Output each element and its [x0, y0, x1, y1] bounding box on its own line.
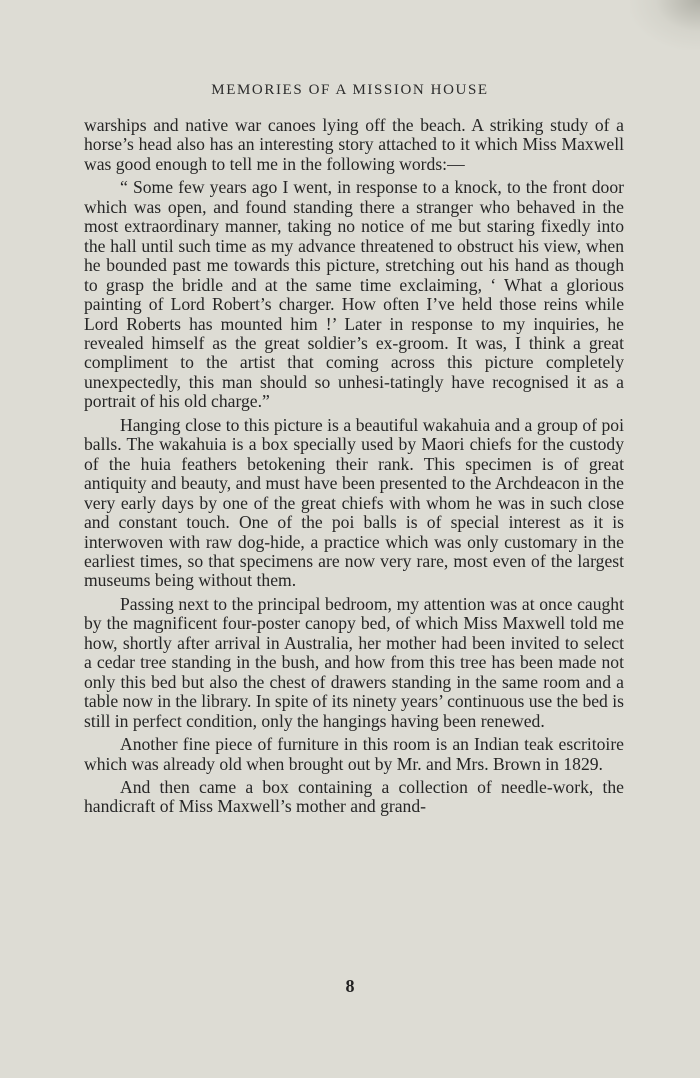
- paragraph: Hanging close to this picture is a beautiful wakahuia and a group of poi balls. The wakahuia is a box specially used by Maori chiefs for the custody of the huia feathers betokening their rank. This specimen is of great antiquity and beauty, and must have been presented to the Archdeacon in the very early days by one of the great chiefs with whom he was in such close and constant touch. One of the poi balls is of special interest as it is interwoven with raw dog-hide, a practice which was only customary in the earliest times, so that specimens are now very rare, most even of the largest museums being without them.: [84, 414, 624, 591]
- page-corner-shadow: [630, 0, 700, 50]
- running-head: MEMORIES OF A MISSION HOUSE: [211, 82, 489, 98]
- body-text: [84, 116, 624, 821]
- paragraph: Passing next to the principal bedroom, my attention was at once caught by the magnificent four-poster canopy bed, of which Miss Maxwell told me how, shortly after arrival in Australia, her mother had been invited to select a cedar tree standing in the bush, and how from this tree has been made not only this bed but also the chest of drawers standing in the same room and a table now in the library. In spite of its ninety years’ continuous use the bed is still in perfect condition, only the hangings having been renewed.: [84, 593, 624, 731]
- page-number: 8: [345, 976, 355, 996]
- paragraph: warships and native war canoes lying off the beach. A striking study of a horse’s head also has an interesting story attached to it which Miss Maxwell was good enough to tell me in the following words:—: [84, 115, 624, 174]
- paragraph: “ Some few years ago I went, in response to a knock, to the front door which was open, and found standing there a stranger who behaved in the most extraordinary manner, taking no notice of me but staring fixedly into the hall until such time as my advance threatened to obstruct his view, when he bounded past me towards this picture, stretching out his hand as though to grasp the bridle and at the same time exclaiming, ‘ What a glorious painting of Lord Robert’s charger. How often I’ve held those reins while Lord Roberts has mounted him !’ Later in response to my inquiries, he revealed himself as the great soldier’s ex-groom. It was, I think a great compliment to the artist that coming across this picture completely unexpectedly, this man should so unhesi-tatingly have recognised it as a portrait of his old charge.”: [84, 177, 624, 412]
- paragraph: Another fine piece of furniture in this room is an Indian teak escritoire which was already old when brought out by Mr. and Mrs. Brown in 1829.: [84, 734, 624, 774]
- paragraph: And then came a box containing a collection of needle-work, the handicraft of Miss Maxwell’s mother and grand-: [84, 776, 624, 817]
